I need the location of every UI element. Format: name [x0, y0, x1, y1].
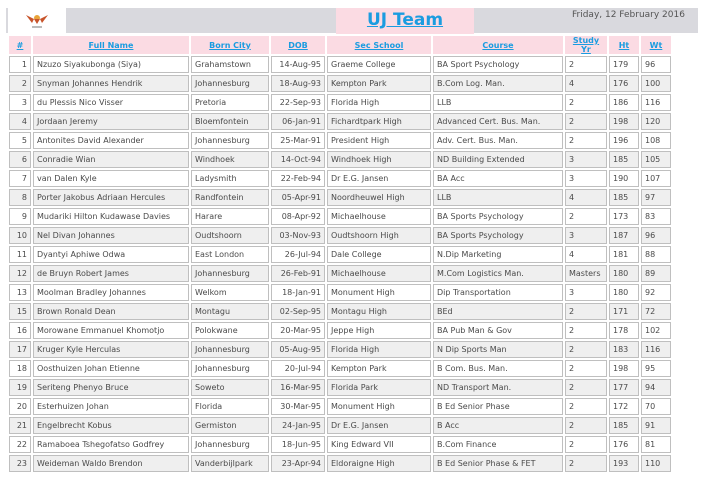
study-yr-cell[interactable]: 2 [565, 208, 607, 225]
table-row[interactable] [9, 284, 671, 301]
dob-cell[interactable]: 03-Nov-93 [271, 227, 325, 244]
wt-cell[interactable]: 107 [641, 170, 671, 187]
study-yr-cell[interactable]: 3 [565, 170, 607, 187]
full-name-cell[interactable]: Oosthuizen Johan Etienne [33, 360, 189, 377]
table-row[interactable] [9, 398, 671, 415]
born-city-cell[interactable]: Johannesburg [191, 265, 269, 282]
born-city-cell[interactable]: Johannesburg [191, 341, 269, 358]
study-yr-cell[interactable]: 2 [565, 379, 607, 396]
sec-school-cell[interactable]: President High [327, 132, 431, 149]
course-cell[interactable]: B Ed Senior Phase & FET [433, 455, 563, 472]
ht-cell[interactable]: 181 [609, 246, 639, 263]
born-city-cell[interactable]: Johannesburg [191, 75, 269, 92]
col-full-name[interactable]: Full Name [33, 36, 189, 54]
dob-cell[interactable]: 16-Mar-95 [271, 379, 325, 396]
course-cell[interactable]: Advanced Cert. Bus. Man. [433, 113, 563, 130]
ht-cell[interactable]: 177 [609, 379, 639, 396]
full-name-cell[interactable]: Snyman Johannes Hendrik [33, 75, 189, 92]
ht-cell[interactable]: 190 [609, 170, 639, 187]
full-name-cell[interactable]: Nel Divan Johannes [33, 227, 189, 244]
full-name-cell[interactable]: Engelbrecht Kobus [33, 417, 189, 434]
sec-school-cell[interactable]: Noordheuwel High [327, 189, 431, 206]
table-row[interactable] [9, 189, 671, 206]
sec-school-cell[interactable]: Montagu High [327, 303, 431, 320]
study-yr-cell[interactable]: 3 [565, 284, 607, 301]
course-cell[interactable]: B.Com Log. Man. [433, 75, 563, 92]
row-number[interactable]: 21 [9, 417, 31, 434]
col-sec-school[interactable]: Sec School [327, 36, 431, 54]
ht-cell[interactable]: 176 [609, 75, 639, 92]
full-name-cell[interactable]: Antonites David Alexander [33, 132, 189, 149]
wt-cell[interactable]: 89 [641, 265, 671, 282]
sec-school-cell[interactable]: Oudtshoorn High [327, 227, 431, 244]
ht-cell[interactable]: 180 [609, 284, 639, 301]
page-title[interactable]: UJ Team [366, 10, 444, 30]
course-cell[interactable]: BEd [433, 303, 563, 320]
col-ht[interactable]: Ht [609, 36, 639, 54]
dob-cell[interactable]: 14-Aug-95 [271, 56, 325, 73]
full-name-cell[interactable]: Conradie Wian [33, 151, 189, 168]
study-yr-cell[interactable]: 2 [565, 94, 607, 111]
study-yr-cell[interactable]: 2 [565, 417, 607, 434]
course-cell[interactable]: LLB [433, 94, 563, 111]
study-yr-cell[interactable]: 2 [565, 113, 607, 130]
study-yr-cell[interactable]: 2 [565, 455, 607, 472]
full-name-cell[interactable]: Nzuzo Siyakubonga (Siya) [33, 56, 189, 73]
dob-cell[interactable]: 18-Jan-91 [271, 284, 325, 301]
born-city-cell[interactable]: Polokwane [191, 322, 269, 339]
study-yr-cell[interactable]: 2 [565, 360, 607, 377]
ht-cell[interactable]: 183 [609, 341, 639, 358]
course-cell[interactable]: LLB [433, 189, 563, 206]
dob-cell[interactable]: 18-Aug-93 [271, 75, 325, 92]
table-row[interactable] [9, 436, 671, 453]
table-row[interactable] [9, 170, 671, 187]
table-row[interactable] [9, 227, 671, 244]
course-cell[interactable]: B Ed Senior Phase [433, 398, 563, 415]
born-city-cell[interactable]: Grahamstown [191, 56, 269, 73]
course-cell[interactable]: BA Pub Man & Gov [433, 322, 563, 339]
dob-cell[interactable]: 02-Sep-95 [271, 303, 325, 320]
ht-cell[interactable]: 176 [609, 436, 639, 453]
row-number[interactable]: 8 [9, 189, 31, 206]
study-yr-cell[interactable]: 2 [565, 303, 607, 320]
table-row[interactable] [9, 265, 671, 282]
full-name-cell[interactable]: Weideman Waldo Brendon [33, 455, 189, 472]
ht-cell[interactable]: 198 [609, 360, 639, 377]
row-number[interactable]: 6 [9, 151, 31, 168]
sec-school-cell[interactable]: Florida Park [327, 379, 431, 396]
table-row[interactable] [9, 94, 671, 111]
course-cell[interactable]: N Dip Sports Man [433, 341, 563, 358]
table-row[interactable] [9, 75, 671, 92]
sec-school-cell[interactable]: Jeppe High [327, 322, 431, 339]
full-name-cell[interactable]: Porter Jakobus Adriaan Hercules [33, 189, 189, 206]
dob-cell[interactable]: 06-Jan-91 [271, 113, 325, 130]
study-yr-cell[interactable]: 4 [565, 246, 607, 263]
row-number[interactable]: 22 [9, 436, 31, 453]
row-number[interactable]: 12 [9, 265, 31, 282]
wt-cell[interactable]: 91 [641, 417, 671, 434]
wt-cell[interactable]: 110 [641, 455, 671, 472]
table-row[interactable] [9, 113, 671, 130]
row-number[interactable]: 11 [9, 246, 31, 263]
study-yr-cell[interactable]: 2 [565, 436, 607, 453]
ht-cell[interactable]: 185 [609, 151, 639, 168]
col-number[interactable]: # [9, 36, 31, 54]
born-city-cell[interactable]: Pretoria [191, 94, 269, 111]
wt-cell[interactable]: 116 [641, 341, 671, 358]
dob-cell[interactable]: 22-Sep-93 [271, 94, 325, 111]
study-yr-cell[interactable]: 2 [565, 398, 607, 415]
col-dob[interactable]: DOB [271, 36, 325, 54]
wt-cell[interactable]: 95 [641, 360, 671, 377]
course-cell[interactable]: Adv. Cert. Bus. Man. [433, 132, 563, 149]
wt-cell[interactable]: 105 [641, 151, 671, 168]
dob-cell[interactable]: 14-Oct-94 [271, 151, 325, 168]
study-yr-cell[interactable]: 2 [565, 322, 607, 339]
wt-cell[interactable]: 88 [641, 246, 671, 263]
full-name-cell[interactable]: Morowane Emmanuel Khomotjo [33, 322, 189, 339]
sec-school-cell[interactable]: Eldoraigne High [327, 455, 431, 472]
study-yr-cell[interactable]: 3 [565, 151, 607, 168]
table-row[interactable] [9, 56, 671, 73]
course-cell[interactable]: M.Com Logistics Man. [433, 265, 563, 282]
born-city-cell[interactable]: Johannesburg [191, 436, 269, 453]
dob-cell[interactable]: 22-Feb-94 [271, 170, 325, 187]
course-cell[interactable]: BA Sport Psychology [433, 56, 563, 73]
sec-school-cell[interactable]: King Edward VII [327, 436, 431, 453]
study-yr-cell[interactable]: 2 [565, 132, 607, 149]
born-city-cell[interactable]: Florida [191, 398, 269, 415]
dob-cell[interactable]: 18-Jun-95 [271, 436, 325, 453]
course-cell[interactable]: N.Dip Marketing [433, 246, 563, 263]
table-row[interactable] [9, 341, 671, 358]
born-city-cell[interactable]: Johannesburg [191, 360, 269, 377]
title-box [336, 8, 474, 34]
full-name-cell[interactable]: Jordaan Jeremy [33, 113, 189, 130]
logo [8, 8, 66, 33]
wt-cell[interactable]: 70 [641, 398, 671, 415]
wt-cell[interactable]: 108 [641, 132, 671, 149]
ht-cell[interactable]: 172 [609, 398, 639, 415]
sec-school-cell[interactable]: Florida High [327, 94, 431, 111]
born-city-cell[interactable]: Windhoek [191, 151, 269, 168]
col-course[interactable]: Course [433, 36, 563, 54]
row-number[interactable]: 5 [9, 132, 31, 149]
ht-cell[interactable]: 180 [609, 265, 639, 282]
wt-cell[interactable]: 81 [641, 436, 671, 453]
col-study-yr[interactable]: Study Yr [565, 36, 607, 54]
dob-cell[interactable]: 26-Jul-94 [271, 246, 325, 263]
ht-cell[interactable]: 198 [609, 113, 639, 130]
ht-cell[interactable]: 186 [609, 94, 639, 111]
wt-cell[interactable]: 97 [641, 189, 671, 206]
dob-cell[interactable]: 20-Mar-95 [271, 322, 325, 339]
wt-cell[interactable]: 72 [641, 303, 671, 320]
full-name-cell[interactable]: Mudariki Hilton Kudawase Davies [33, 208, 189, 225]
wt-cell[interactable]: 116 [641, 94, 671, 111]
course-cell[interactable]: Dip Transportation [433, 284, 563, 301]
sec-school-cell[interactable]: Kempton Park [327, 360, 431, 377]
sec-school-cell[interactable]: Florida High [327, 341, 431, 358]
dob-cell[interactable]: 23-Apr-94 [271, 455, 325, 472]
wt-cell[interactable]: 83 [641, 208, 671, 225]
row-number[interactable]: 20 [9, 398, 31, 415]
wt-cell[interactable]: 92 [641, 284, 671, 301]
ht-cell[interactable]: 187 [609, 227, 639, 244]
course-cell[interactable]: ND Transport Man. [433, 379, 563, 396]
row-number[interactable]: 10 [9, 227, 31, 244]
course-cell[interactable]: B.Com Finance [433, 436, 563, 453]
full-name-cell[interactable]: Dyantyi Aphiwe Odwa [33, 246, 189, 263]
course-cell[interactable]: ND Building Extended [433, 151, 563, 168]
dob-cell[interactable]: 05-Apr-91 [271, 189, 325, 206]
row-number[interactable]: 3 [9, 94, 31, 111]
full-name-cell[interactable]: de Bruyn Robert James [33, 265, 189, 282]
ht-cell[interactable]: 171 [609, 303, 639, 320]
date-label: Friday, 12 February 2016 [572, 10, 685, 20]
full-name-cell[interactable]: Ramaboea Tshegofatso Godfrey [33, 436, 189, 453]
wt-cell[interactable]: 94 [641, 379, 671, 396]
study-yr-cell[interactable]: 2 [565, 56, 607, 73]
ht-cell[interactable]: 178 [609, 322, 639, 339]
sec-school-cell[interactable]: Dr E.G. Jansen [327, 170, 431, 187]
course-cell[interactable]: B Com. Bus. Man. [433, 360, 563, 377]
logo-icon [22, 9, 52, 31]
study-yr-cell[interactable]: 2 [565, 341, 607, 358]
table-row[interactable] [9, 303, 671, 320]
course-cell[interactable]: B Acc [433, 417, 563, 434]
born-city-cell[interactable]: Johannesburg [191, 132, 269, 149]
born-city-cell[interactable]: Randfontein [191, 189, 269, 206]
born-city-cell[interactable]: Welkom [191, 284, 269, 301]
study-yr-cell[interactable]: Masters [565, 265, 607, 282]
ht-cell[interactable]: 173 [609, 208, 639, 225]
sec-school-cell[interactable]: Michaelhouse [327, 265, 431, 282]
study-yr-cell[interactable]: 4 [565, 75, 607, 92]
born-city-cell[interactable]: Oudtshoorn [191, 227, 269, 244]
table-row[interactable] [9, 322, 671, 339]
wt-cell[interactable]: 100 [641, 75, 671, 92]
dob-cell[interactable]: 08-Apr-92 [271, 208, 325, 225]
row-number[interactable]: 1 [9, 56, 31, 73]
table-row[interactable] [9, 208, 671, 225]
born-city-cell[interactable]: Montagu [191, 303, 269, 320]
row-number[interactable]: 7 [9, 170, 31, 187]
born-city-cell[interactable]: Bloemfontein [191, 113, 269, 130]
dob-cell[interactable]: 20-Jul-94 [271, 360, 325, 377]
row-number[interactable]: 16 [9, 322, 31, 339]
row-number[interactable]: 13 [9, 284, 31, 301]
dob-cell[interactable]: 24-Jan-95 [271, 417, 325, 434]
full-name-cell[interactable]: van Dalen Kyle [33, 170, 189, 187]
course-cell[interactable]: BA Sports Psychology [433, 227, 563, 244]
team-table [7, 34, 673, 474]
sec-school-cell[interactable]: Dr E.G. Jansen [327, 417, 431, 434]
dob-cell[interactable]: 26-Feb-91 [271, 265, 325, 282]
full-name-cell[interactable]: Kruger Kyle Herculas [33, 341, 189, 358]
table-row[interactable] [9, 246, 671, 263]
row-number[interactable]: 18 [9, 360, 31, 377]
table-row[interactable] [9, 417, 671, 434]
ht-cell[interactable]: 179 [609, 56, 639, 73]
sec-school-cell[interactable]: Graeme College [327, 56, 431, 73]
sec-school-cell[interactable]: Monument High [327, 284, 431, 301]
born-city-cell[interactable]: Harare [191, 208, 269, 225]
ht-cell[interactable]: 196 [609, 132, 639, 149]
dob-cell[interactable]: 05-Aug-95 [271, 341, 325, 358]
born-city-cell[interactable]: Ladysmith [191, 170, 269, 187]
table-row[interactable] [9, 151, 671, 168]
study-yr-cell[interactable]: 4 [565, 189, 607, 206]
full-name-cell[interactable]: Brown Ronald Dean [33, 303, 189, 320]
wt-cell[interactable]: 96 [641, 227, 671, 244]
row-number[interactable]: 23 [9, 455, 31, 472]
table-row[interactable] [9, 455, 671, 472]
wt-cell[interactable]: 96 [641, 56, 671, 73]
dob-cell[interactable]: 30-Mar-95 [271, 398, 325, 415]
wt-cell[interactable]: 102 [641, 322, 671, 339]
row-number[interactable]: 15 [9, 303, 31, 320]
sec-school-cell[interactable]: Monument High [327, 398, 431, 415]
sec-school-cell[interactable]: Fichardtpark High [327, 113, 431, 130]
born-city-cell[interactable]: Vanderbijlpark [191, 455, 269, 472]
table-row[interactable] [9, 132, 671, 149]
study-yr-cell[interactable]: 3 [565, 227, 607, 244]
ht-cell[interactable]: 193 [609, 455, 639, 472]
full-name-cell[interactable]: du Plessis Nico Visser [33, 94, 189, 111]
ht-cell[interactable]: 185 [609, 189, 639, 206]
row-number[interactable]: 19 [9, 379, 31, 396]
full-name-cell[interactable]: Esterhuizen Johan [33, 398, 189, 415]
table-row[interactable] [9, 360, 671, 377]
header-row [9, 36, 671, 54]
dob-cell[interactable]: 25-Mar-91 [271, 132, 325, 149]
course-cell[interactable]: BA Acc [433, 170, 563, 187]
wt-cell[interactable]: 120 [641, 113, 671, 130]
table-row[interactable] [9, 379, 671, 396]
row-number[interactable]: 4 [9, 113, 31, 130]
sec-school-cell[interactable]: Kempton Park [327, 75, 431, 92]
born-city-cell[interactable]: Germiston [191, 417, 269, 434]
col-born-city[interactable]: Born City [191, 36, 269, 54]
full-name-cell[interactable]: Moolman Bradley Johannes [33, 284, 189, 301]
ht-cell[interactable]: 185 [609, 417, 639, 434]
sec-school-cell[interactable]: Dale College [327, 246, 431, 263]
row-number[interactable]: 2 [9, 75, 31, 92]
row-number[interactable]: 9 [9, 208, 31, 225]
sec-school-cell[interactable]: Michaelhouse [327, 208, 431, 225]
born-city-cell[interactable]: East London [191, 246, 269, 263]
born-city-cell[interactable]: Soweto [191, 379, 269, 396]
col-wt[interactable]: Wt [641, 36, 671, 54]
row-number[interactable]: 17 [9, 341, 31, 358]
course-cell[interactable]: BA Sports Psychology [433, 208, 563, 225]
full-name-cell[interactable]: Seriteng Phenyo Bruce [33, 379, 189, 396]
sec-school-cell[interactable]: Windhoek High [327, 151, 431, 168]
